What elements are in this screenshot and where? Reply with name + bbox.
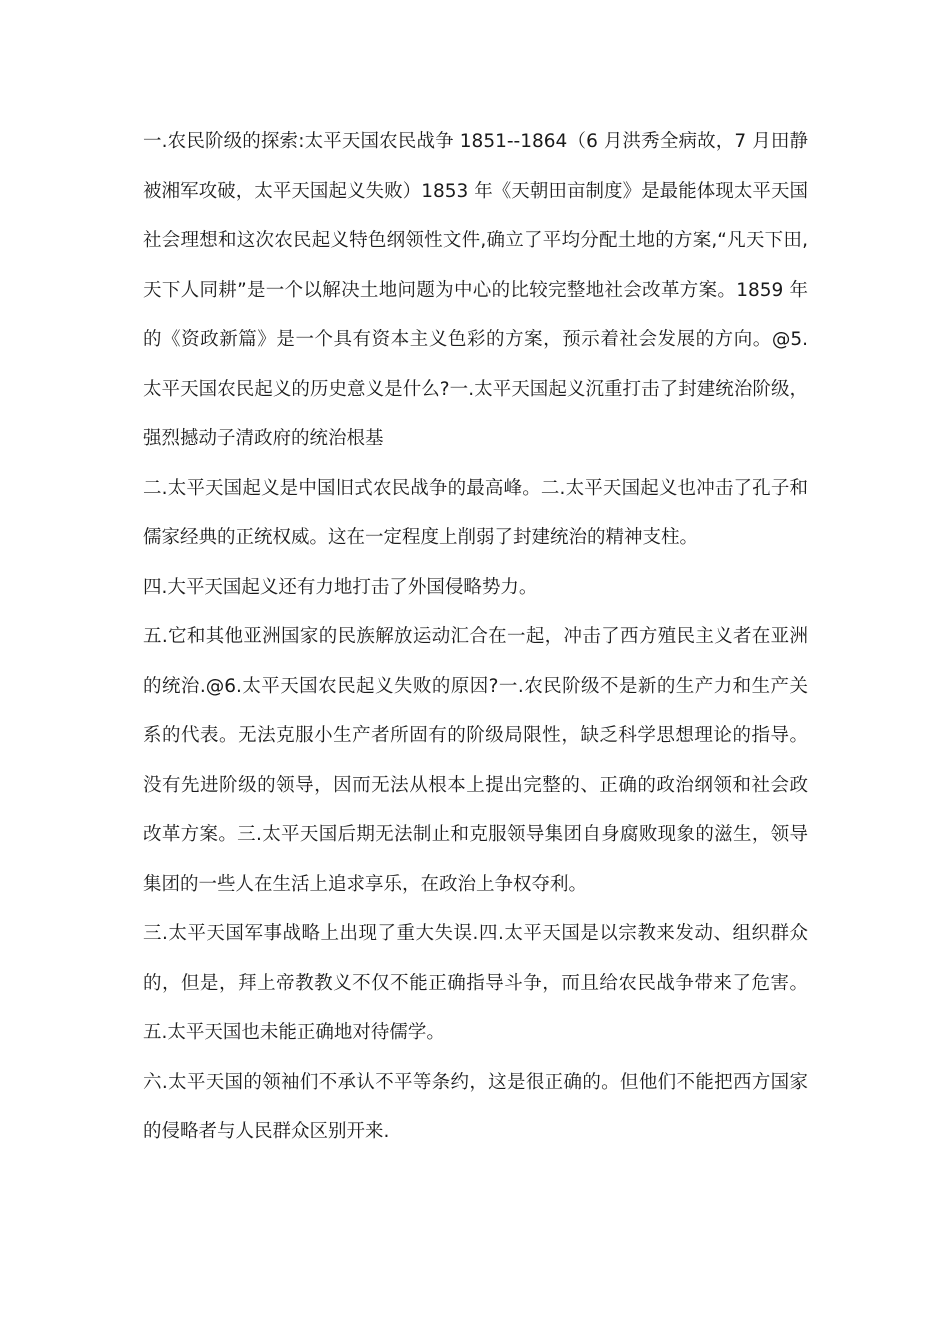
paragraph-4: 五.它和其他亚洲国家的民族解放运动汇合在一起，冲击了西方殖民主义者在亚洲的统治.@6.太平天国农民起义失败的原因?一.农民阶级不是新的生产力和生产关系的代表。无法克服小生产者所固有的阶级局限性，缺乏科学思想理论的指导。没有先进阶级的领导，因而无法从根本上提出完整的、正确的政治纲领和社会政改革方案。三.太平天国后期无法制止和克服领导集团自身腐败现象的滋生，领导集团的一些人在生活上追求享乐，在政治上争权夺利。 (143, 626, 808, 895)
paragraph-5: 三.太平天国军事战略上出现了重大失误.四.太平天国是以宗教来发动、组织群众的，但是，拜上帝教教义不仅不能正确指导斗争，而且给农民战争带来了危害。五.太平天国也未能正确地对待儒学。 (143, 923, 808, 1043)
paragraph-3: 四.大平天国起义还有力地打击了外国侵略势力。 (143, 576, 538, 598)
paragraph-2: 二.太平天国起义是中国旧式农民战争的最高峰。二.太平天国起义也冲击了孔子和儒家经典的正统权威。这在一定程度上削弱了封建统治的精神支柱。 (143, 477, 808, 548)
paragraph-1: 一.农民阶级的探索:太平天国农民战争 1851--1864（6 月洪秀全病故，7 月田静被湘军攻破，太平天国起义失败）1853 年《天朝田亩制度》是最能体现太平天国社会理想和这次农民起义特色纲领性文件,确立了平均分配土地的方案,“凡天下田,天下人同耕”是一个以解决土地问题为中心的比较完整地社会改革方案。1859 年的《资政新篇》是一个具有资本主义色彩的方案，预示着社会发展的方向。@5.太平天国农民起义的历史意义是什么?一.太平天国起义沉重打击了封建统治阶级，强烈撼动子清政府的统治根基 (143, 131, 808, 449)
document-body (143, 117, 808, 1157)
paragraph-6: 六.太平天国的领袖们不承认不平等条约，这是很正确的。但他们不能把西方国家的侵略者与人民群众区别开来. (143, 1071, 808, 1142)
